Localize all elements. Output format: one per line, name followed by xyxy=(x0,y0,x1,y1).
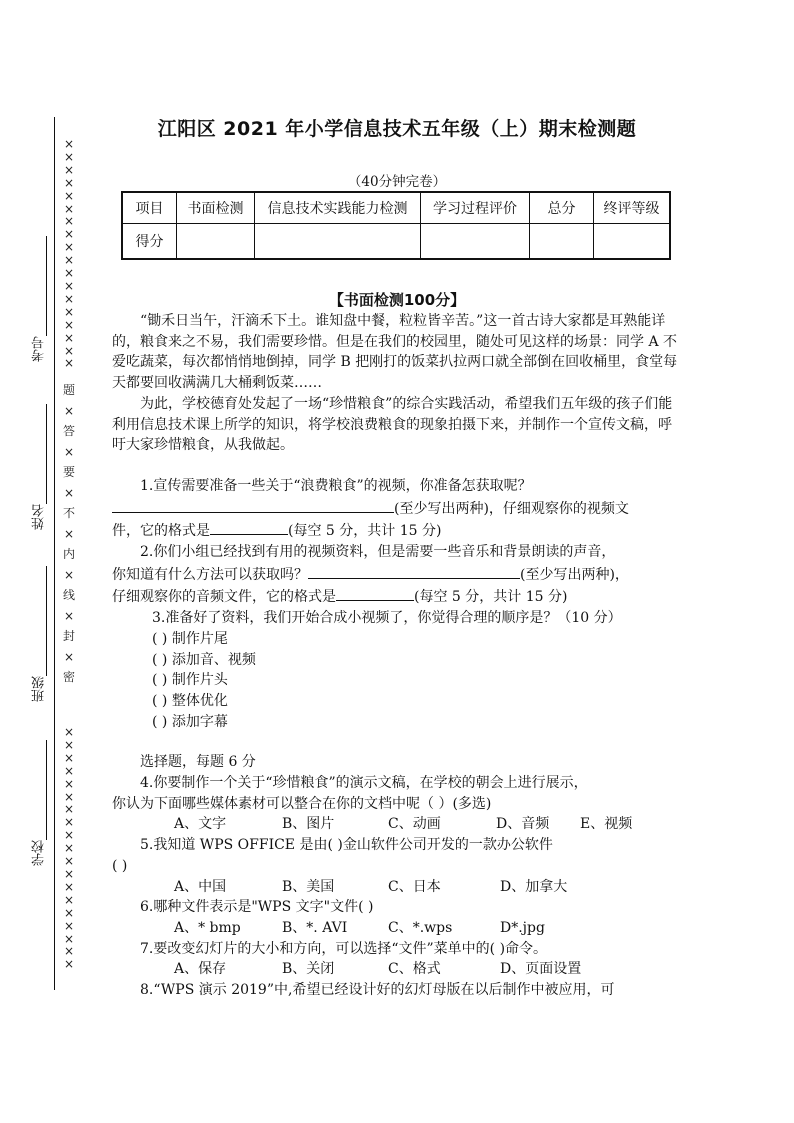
x-mark: × xyxy=(63,957,75,972)
x-mark: × xyxy=(63,356,75,371)
x-mark: × xyxy=(63,892,75,907)
x-mark: × xyxy=(63,227,75,242)
header-cell: 信息技术实践能力检测 xyxy=(255,192,421,224)
x-mark: × xyxy=(63,291,75,306)
x-mark: × xyxy=(63,278,75,293)
x-mark: × xyxy=(63,789,75,804)
score-table xyxy=(121,191,671,260)
order-item[interactable]: ( ) 添加字幕 xyxy=(152,713,228,730)
section-title: 【书面检测100分】 xyxy=(328,291,466,309)
answer-blank[interactable] xyxy=(308,563,520,579)
seal-x: × xyxy=(63,567,75,582)
answer-blank[interactable] xyxy=(210,519,288,535)
question-2-line: 你知道有什么方法可以获取吗？ (至少写出两种)， xyxy=(112,563,682,586)
x-mark: × xyxy=(63,725,75,739)
question-4-text: 你认为下面哪些媒体素材可以整合在你的文档中呢（ ）(多选) xyxy=(112,795,492,812)
option[interactable]: B、美国 xyxy=(282,878,335,895)
x-mark: × xyxy=(63,317,75,332)
x-mark: × xyxy=(63,343,75,358)
option[interactable]: B、图片 xyxy=(282,816,335,833)
score-cell[interactable] xyxy=(255,224,421,260)
option[interactable]: D、加拿大 xyxy=(500,878,568,895)
x-mark: × xyxy=(63,905,75,920)
page-title: 江阳区 2021 年小学信息技术五年级（上）期末检测题 xyxy=(157,118,637,140)
order-item[interactable]: ( ) 制作片尾 xyxy=(152,630,228,647)
seal-x: × xyxy=(63,485,75,500)
score-cell[interactable] xyxy=(594,224,671,260)
x-mark: × xyxy=(63,304,75,319)
x-mark: × xyxy=(63,841,75,856)
seal-char: 线 xyxy=(62,588,75,602)
x-mark: × xyxy=(63,776,75,791)
question-6-options xyxy=(112,918,682,939)
seal-x: × xyxy=(63,608,75,623)
x-mark: × xyxy=(63,750,75,765)
question-7-text: 7.要改变幻灯片的大小和方向，可以选择“文件”菜单中的( )命令。 xyxy=(140,940,548,957)
x-mark: × xyxy=(63,266,75,281)
x-mark: × xyxy=(63,854,75,869)
x-mark: × xyxy=(63,240,75,255)
option[interactable]: B、*. AVI xyxy=(282,919,348,936)
school-label: 学校 xyxy=(31,840,47,866)
header-cell: 项目 xyxy=(122,192,177,224)
question-6-text: 6.哪种文件表示是"WPS 文字"文件( ) xyxy=(140,899,374,916)
order-item[interactable]: ( ) 整体优化 xyxy=(152,692,228,709)
header-cell: 学习过程评价 xyxy=(421,192,530,224)
option[interactable]: D、页面设置 xyxy=(500,961,582,978)
choice-section-header: 选择题，每题 6 分 xyxy=(140,754,256,771)
order-item[interactable]: ( ) 添加音、视频 xyxy=(152,651,256,668)
seal-x: × xyxy=(63,649,75,664)
question-8-text: 8.“WPS 演示 2019”中,希望已经设计好的幻灯母版在以后制作中被应用，可 xyxy=(140,982,615,999)
x-mark: × xyxy=(63,802,75,817)
x-mark: × xyxy=(63,737,75,752)
option[interactable]: C、动画 xyxy=(388,816,441,833)
seal-x: × xyxy=(63,403,75,418)
question-3-text: 3.准备好了资料，我们开始合成小视频了，你觉得合理的顺序是？（10 分） xyxy=(152,610,622,627)
question-2-line: 仔细观察你的音频文件，它的格式是 (每空 5 分，共计 15 分) xyxy=(112,585,682,608)
question-5-text: ( ) xyxy=(112,857,128,874)
seal-char: 封 xyxy=(62,629,75,643)
x-mark: × xyxy=(63,162,75,177)
x-mark: × xyxy=(63,815,75,830)
option[interactable]: A、保存 xyxy=(174,961,227,978)
x-mark: × xyxy=(63,214,75,229)
x-mark: × xyxy=(63,879,75,894)
school-field[interactable] xyxy=(30,740,48,866)
seal-char: 不 xyxy=(62,506,75,520)
option[interactable]: A、* bmp xyxy=(174,919,241,936)
score-table-header-row xyxy=(122,192,670,224)
x-mark: × xyxy=(63,188,75,203)
time-limit: （40分钟完卷） xyxy=(347,174,447,190)
option[interactable]: C、格式 xyxy=(388,961,441,978)
seal-char: 答 xyxy=(62,424,75,438)
x-mark: × xyxy=(63,944,75,959)
score-table-score-row xyxy=(122,224,670,260)
seal-x: × xyxy=(63,526,75,541)
x-mark: × xyxy=(63,918,75,933)
question-1-text: 1.宣传需要准备一些关于“浪费粮食”的视频，你准备怎获取呢？ xyxy=(140,477,532,494)
option[interactable]: A、中国 xyxy=(174,878,227,895)
option[interactable]: E、视频 xyxy=(580,816,633,833)
question-4-options xyxy=(112,814,682,835)
x-mark: × xyxy=(63,137,75,151)
option[interactable]: B、关闭 xyxy=(282,961,335,978)
class-label: 班级 xyxy=(31,676,47,702)
x-mark: × xyxy=(63,931,75,946)
seal-char: 要 xyxy=(62,465,75,479)
option[interactable]: D、音频 xyxy=(496,816,550,833)
question-4-text: 4.你要制作一个关于“珍惜粮食”的演示文稿，在学校的朝会上进行展示， xyxy=(140,775,588,792)
intro-paragraph: 为此，学校德育处发起了一场“珍惜粮食”的综合实践活动，希望我们五年级的孩子们能利用信息技术课上所学的知识，将学校浪费粮食的现象拍摄下来，并制作一个宣传文稿，呼吁大家珍惜粮食，从我做起。 xyxy=(112,395,673,454)
x-mark: × xyxy=(63,201,75,216)
name-label: 姓名 xyxy=(31,504,47,530)
binding-line xyxy=(54,117,55,990)
answer-blank[interactable] xyxy=(336,585,414,601)
option[interactable]: D*.jpg xyxy=(500,919,545,936)
option[interactable]: C、*.wps xyxy=(388,919,453,936)
question-2-text: 2.你们小组已经找到有用的视频资料，但是需要一些音乐和背景朗读的声音， xyxy=(140,544,616,561)
question-1-line: 件，它的格式是 (每空 5 分，共计 15 分) xyxy=(112,519,682,542)
question-5-options xyxy=(112,877,682,898)
x-mark: × xyxy=(63,175,75,190)
question-7-options xyxy=(112,959,682,980)
seal-char: 内 xyxy=(62,547,75,561)
header-cell: 总分 xyxy=(530,192,594,224)
option[interactable]: A、文字 xyxy=(174,816,227,833)
question-5-text: 5.我知道 WPS OFFICE 是由( )金山软件公司开发的一款办公软件 xyxy=(140,837,553,854)
class-field[interactable] xyxy=(30,566,48,702)
header-cell: 终评等级 xyxy=(594,192,671,224)
seal-line-text xyxy=(62,380,76,688)
score-cell[interactable] xyxy=(421,224,530,260)
question-1-line: (至少写出两种)，仔细观察你的视频文 xyxy=(112,497,682,520)
order-item[interactable]: ( ) 制作片头 xyxy=(152,672,228,689)
row-label-cell: 得分 xyxy=(122,224,177,260)
name-field[interactable] xyxy=(30,404,48,530)
exam-content xyxy=(112,311,682,1001)
header-cell: 书面检测 xyxy=(177,192,255,224)
answer-blank[interactable] xyxy=(112,497,394,513)
seal-char: 题 xyxy=(62,383,75,397)
x-mark: × xyxy=(63,149,75,164)
seal-char: 密 xyxy=(62,670,75,684)
x-mark: × xyxy=(63,866,75,881)
score-cell[interactable] xyxy=(177,224,255,260)
exam-number-label: 考号 xyxy=(31,336,47,362)
seal-x: × xyxy=(63,444,75,459)
x-mark-column-bottom xyxy=(62,726,76,971)
intro-paragraph: “锄禾日当午，汗滴禾下土。谁知盘中餐，粒粒皆辛苦。”这一首古诗大家都是耳熟能详的，粮食来之不易，我们需要珍惜。但是在我们的校园里，随处可见这样的场景：同学 A 不爱吃蔬菜，每次都悄悄地倒掉，同学 B 把刚打的饭菜扒拉两口就全部倒在回收桶里，食堂每天都要回收满满几大桶剩饭菜…… xyxy=(112,313,678,392)
x-mark: × xyxy=(63,253,75,268)
x-mark: × xyxy=(63,763,75,778)
score-cell[interactable] xyxy=(530,224,594,260)
option[interactable]: C、日本 xyxy=(388,878,441,895)
x-mark: × xyxy=(63,330,75,345)
x-mark: × xyxy=(63,828,75,843)
